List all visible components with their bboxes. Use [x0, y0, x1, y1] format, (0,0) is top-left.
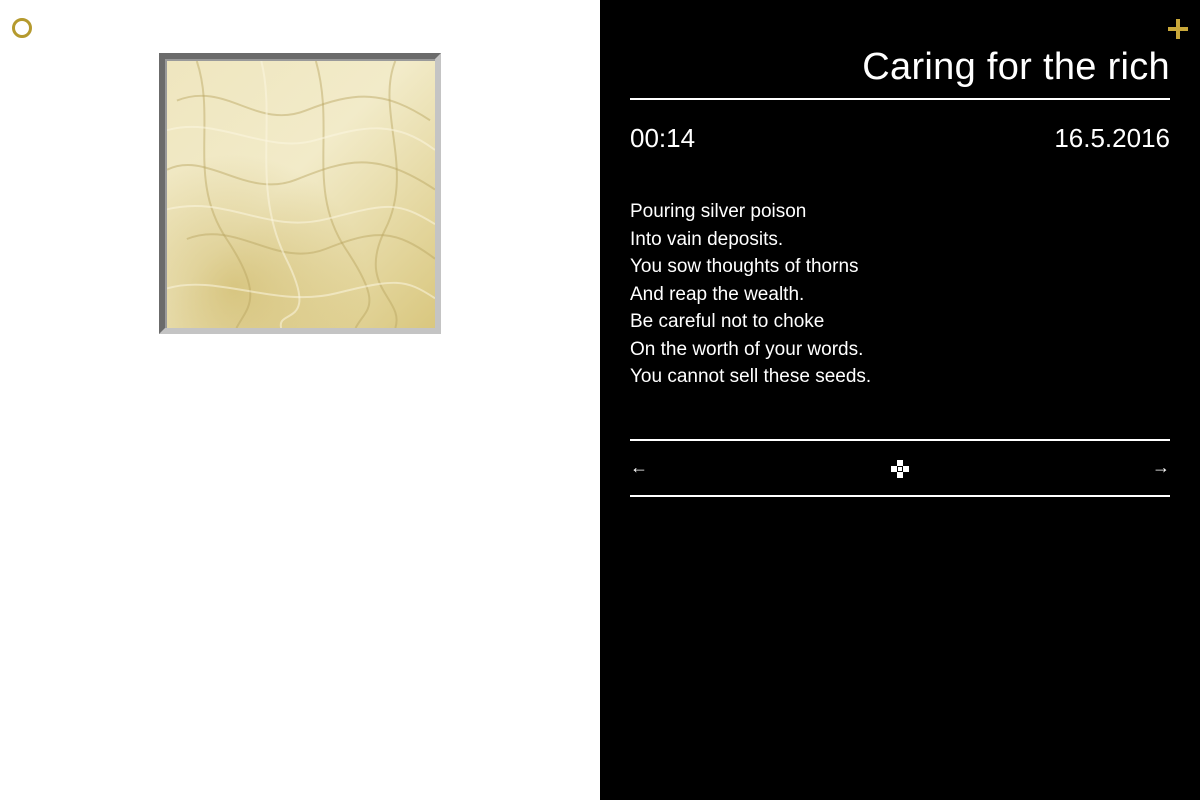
divider [630, 98, 1170, 100]
pixel-cross-icon[interactable] [891, 460, 909, 478]
entry-date: 16.5.2016 [1054, 123, 1170, 153]
next-arrow-button[interactable]: → [1152, 457, 1170, 477]
plus-icon[interactable] [1164, 15, 1192, 43]
crumpled-fabric-artwork [167, 61, 435, 328]
poem-line: You sow thoughts of thorns [630, 256, 859, 277]
fabric-texture [167, 61, 435, 328]
pixel-cross-icon-graphic [891, 460, 909, 478]
poem-text [630, 198, 871, 391]
poem-line: Pouring silver poison [630, 201, 807, 222]
poem-line: Be careful not to choke [630, 311, 825, 332]
poem-line: And reap the wealth. [630, 283, 805, 305]
artwork-frame [159, 53, 441, 334]
poem-line: You cannot sell these seeds. [630, 366, 872, 387]
poem-line: Into vain deposits. [630, 228, 784, 250]
detail-pane [600, 0, 1200, 800]
divider [630, 439, 1170, 441]
entry-title: Caring for the rich [862, 46, 1170, 88]
previous-arrow-button[interactable]: ← [630, 457, 648, 477]
circle-icon[interactable] [12, 18, 32, 38]
poem-line: On the worth of your words. [630, 338, 864, 360]
divider [630, 495, 1170, 497]
entry-duration: 00:14 [630, 123, 696, 153]
